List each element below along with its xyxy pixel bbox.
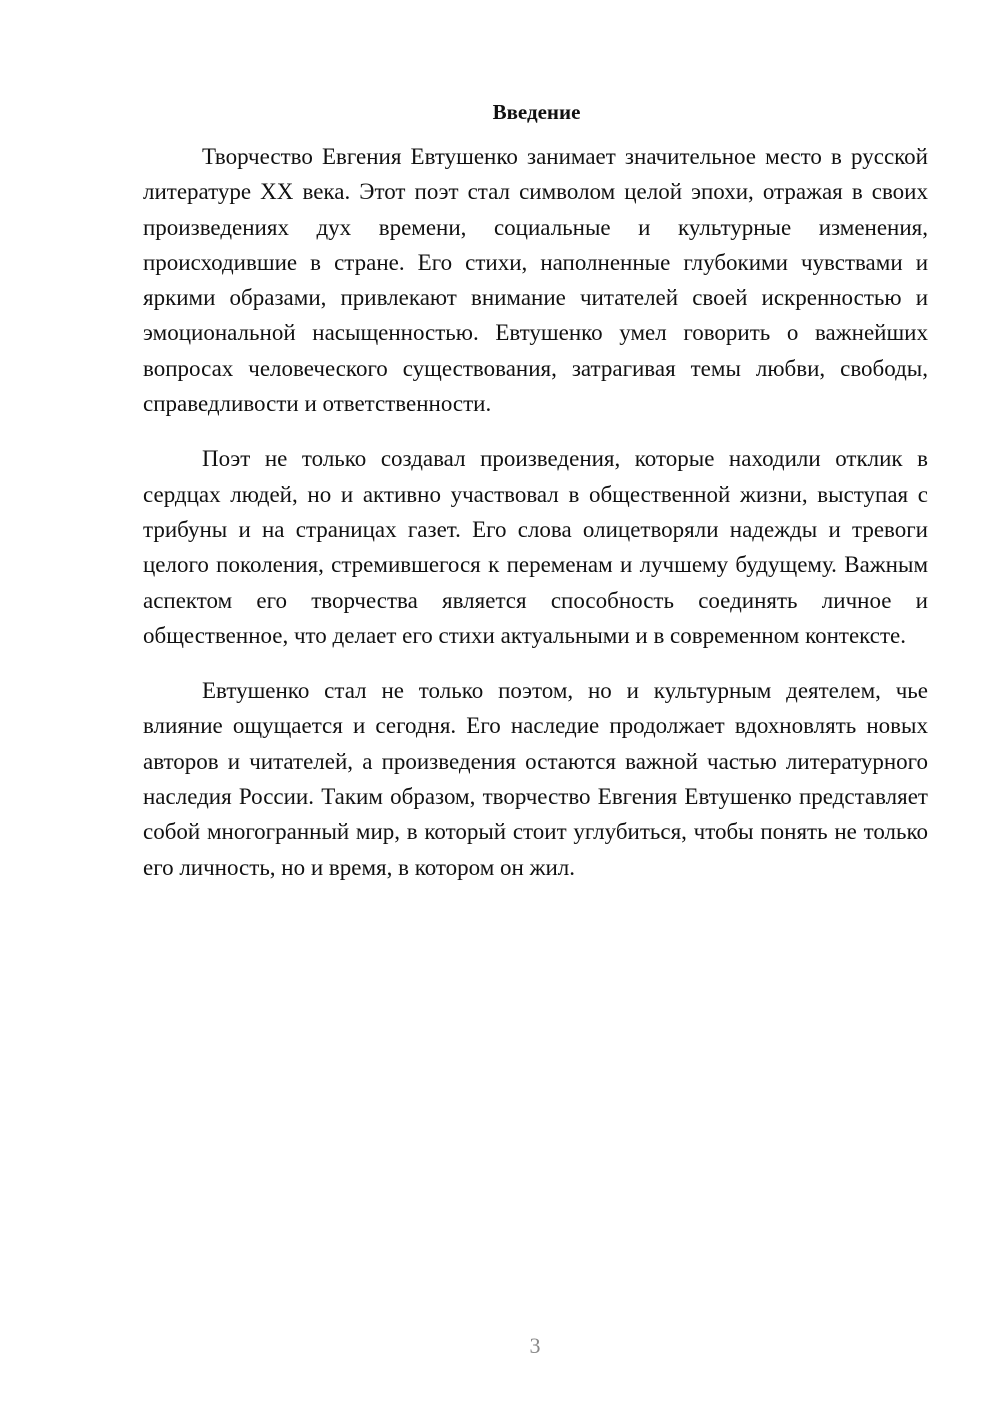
section-heading: Введение xyxy=(492,100,581,124)
page-content xyxy=(143,95,928,905)
paragraph-3: Евтушенко стал не только поэтом, но и культурным деятелем, чье влияние ощущается и сегодня. Его наследие продолжает вдохновлять новых авторов и читателей, а произведения остаются важной частью литературного наследия России. Таким образом, творчество Евгения Евтушенко представляет собой многогранный мир, в который стоит углубиться, чтобы понять не только его личность, но и время, в котором он жил. xyxy=(143,678,928,880)
paragraph-1: Творчество Евгения Евтушенко занимает значительное место в русской литературе XX века. Этот поэт стал символом целой эпохи, отражая в своих произведениях дух времени, социальные и культурные изменения, происходившие в стране. Его стихи, наполненные глубокими чувствами и яркими образами, привлекают внимание читателей своей искренностью и эмоциональной насыщенностью. Евтушенко умел говорить о важнейших вопросах человеческого существования, затрагивая темы любви, свободы, справедливости и ответственности. xyxy=(143,144,928,417)
page-number: 3 xyxy=(529,1333,541,1358)
paragraph-2: Поэт не только создавал произведения, которые находили отклик в сердцах людей, но и активно участвовал в общественной жизни, выступая с трибуны и на страницах газет. Его слова олицетворяли надежды и тревоги целого поколения, стремившегося к переменам и лучшему будущему. Важным аспектом его творчества является способность соединять личное и общественное, что делает его стихи актуальными и в современном контексте. xyxy=(143,446,928,648)
